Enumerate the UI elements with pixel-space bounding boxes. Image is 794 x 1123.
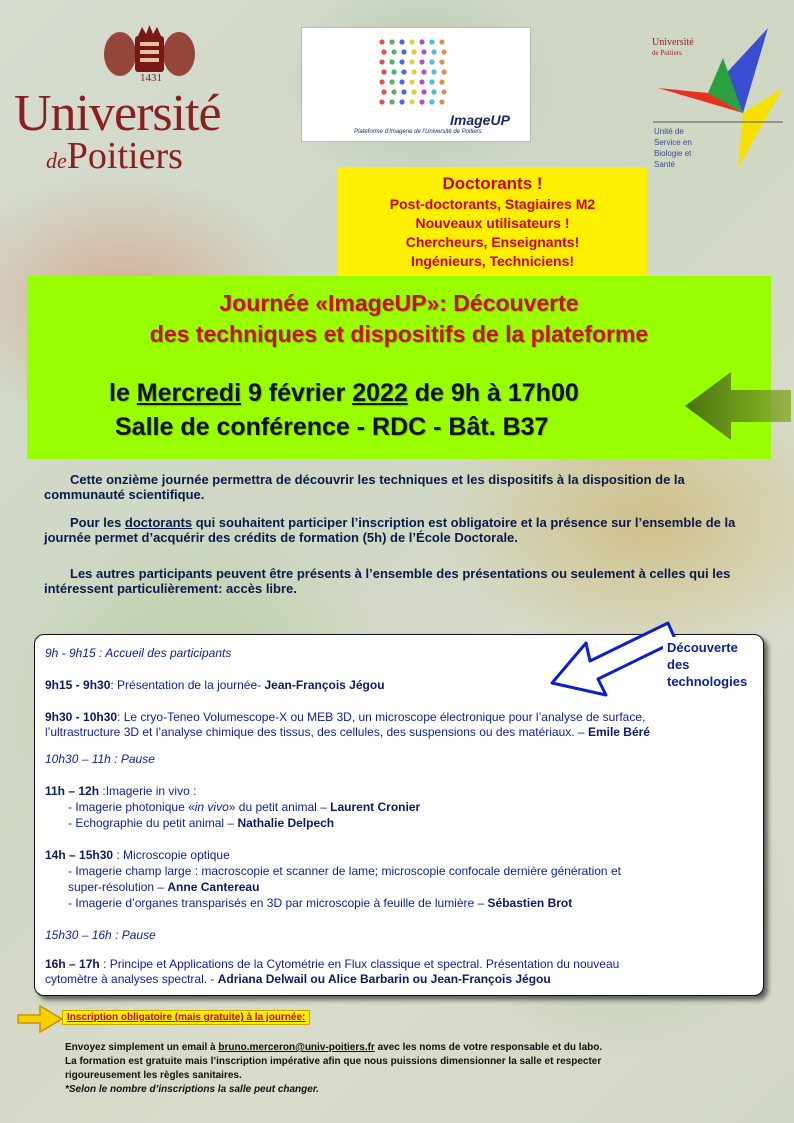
session-in-vivo: 11h – 12h :Imagerie in vivo :: [45, 784, 197, 798]
footer-line: Envoyez simplement un email à bruno.merceron@univ-poitiers.fr avec les noms de votre responsable et du labo.: [65, 1042, 603, 1053]
pause-morning: 10h30 – 11h : Pause: [45, 752, 155, 766]
usbs-unit-name: Unité de Service en Biologie et Santé: [654, 127, 692, 169]
inscription-label: Inscription obligatoire (mais gratuite) à la journée:: [62, 1010, 310, 1025]
event-date: le Mercredi 9 février 2022 de 9h à 17h00: [109, 379, 579, 407]
email-link[interactable]: bruno.merceron@univ-poitiers.fr: [218, 1042, 375, 1053]
university-name: Université: [14, 85, 221, 142]
arrow-down-left-icon: [550, 621, 680, 701]
audience-line: Chercheurs, Enseignants!: [405, 234, 580, 250]
session-optical: 14h – 15h30 : Microscopie optique: [45, 848, 230, 862]
technologies-callout: Découverte des technologies: [663, 637, 751, 692]
audience-line: Doctorants !: [442, 174, 543, 193]
event-title: Journée «ImageUP»: Découverte des techniques et dispositifs de la plateforme: [149, 290, 649, 347]
session-item: - Imagerie champ large : macroscopie et scanner de lame; microscopie confocale dernière génération et: [68, 864, 621, 878]
session-cryo-teneo-cont: l’ultrastructure 3D et l’analyse chimique des tissus, des cellules, des suspensions ou des matériaux. – Emile Béré: [45, 725, 650, 739]
cube-icon: [370, 32, 454, 116]
welcome-slot: 9h - 9h15 : Accueil des participants: [45, 646, 232, 660]
audience-box: [338, 167, 647, 277]
session-item: super-résolution – Anne Cantereau: [68, 880, 260, 894]
session-item: - Imagerie d’organes transparisés en 3D par microscopie à feuille de lumière – Sébastien Brot: [68, 896, 573, 910]
university-poitiers-logo: [12, 22, 252, 177]
pause-afternoon: 15h30 – 16h : Pause: [45, 928, 156, 942]
session-item: - Echographie du petit animal – Nathalie Delpech: [68, 816, 335, 830]
session-cryo-teneo: 9h30 - 10h30: Le cryo-Teneo Volumescope-X ou MEB 3D, un microscope électronique pour l’analyse de surface,: [45, 710, 646, 724]
program-box: [34, 634, 764, 996]
imageup-subtitle: Plateforme d'Imagerie de l'Université de Poitiers: [354, 129, 482, 135]
arrow-left-icon: [683, 366, 793, 446]
audience-line: Post-doctorants, Stagiaires M2: [389, 196, 596, 212]
session-item: - Imagerie photonique «in vivo» du petit animal – Laurent Cronier: [68, 800, 421, 814]
university-year: 1431: [140, 72, 162, 84]
participants-paragraph: Les autres participants peuvent être présents à l’ensemble des présentations ou seulement à celles qui les intéressent particulièrement: accès libre.: [44, 566, 731, 596]
imageup-title: ImageUP: [450, 112, 510, 128]
session-cytometry-cont: cytomètre à analyses spectral. - Adriana Delwail ou Alice Barbarin ou Jean-François Jégou: [45, 972, 551, 986]
arrow-right-icon: [16, 1003, 64, 1035]
footer-note: *Selon le nombre d’inscriptions la salle peut changer.: [65, 1084, 319, 1095]
audience-line: Ingénieurs, Techniciens!: [410, 253, 575, 269]
university-city: dePoitiers: [46, 135, 183, 177]
intro-paragraph: Cette onzième journée permettra de découvrir les techniques et les dispositifs à la disposition de la communauté scientifique.: [44, 472, 685, 502]
audience-line: Nouveaux utilisateurs !: [415, 215, 570, 231]
session-cytometry: 16h – 17h : Principe et Applications de la Cytométrie en Flux classique et spectral. Présentation du nouveau: [45, 957, 620, 971]
usbs-logo: [648, 18, 788, 188]
event-place: Salle de conférence - RDC - Bât. B37: [115, 413, 549, 441]
event-banner: [27, 276, 771, 459]
doctorants-paragraph: Pour les doctorants qui souhaitent participer l’inscription est obligatoire et la présence sur l’ensemble de la journée permet d’acquérir des crédits de formation (5h) de l’École Doctorale.: [44, 515, 736, 545]
imageup-logo: [301, 27, 531, 142]
footer-line: La formation est gratuite mais l’inscription impérative afin que nous puissions dimensionner la salle et respecter: [65, 1056, 602, 1067]
footer-line: rigoureusement les règles sanitaires.: [65, 1070, 242, 1081]
session-presentation: 9h15 - 9h30: Présentation de la journée- Jean-François Jégou: [45, 678, 385, 692]
usbs-university-text: Université de Poitiers: [652, 37, 694, 57]
